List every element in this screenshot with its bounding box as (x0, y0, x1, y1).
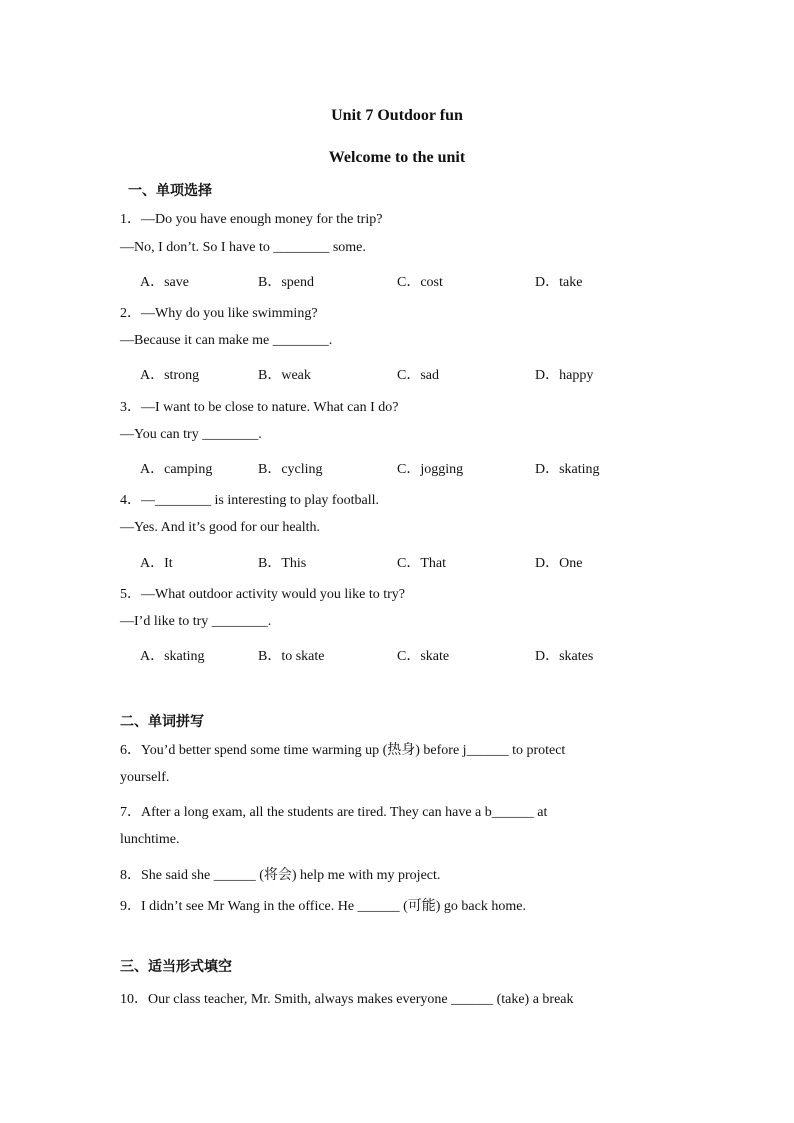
question-6: 6．You’d better spend some time warming up (热身) before j______ to protect (120, 743, 566, 758)
question-10: 10．Our class teacher, Mr. Smith, always makes everyone ______ (take) a break (120, 992, 574, 1007)
option-a: A．camping (140, 462, 213, 477)
option-d: D．One (535, 556, 583, 571)
section-heading-spelling: 二、单词拼写 (120, 714, 204, 730)
question-6-cont: yourself. (120, 770, 170, 785)
question-5-options (140, 645, 660, 665)
question-1-response: —No, I don’t. So I have to ________ some. (120, 240, 366, 255)
option-a: A．skating (140, 649, 205, 664)
option-d: D．skating (535, 462, 600, 477)
page-subtitle: Welcome to the unit (328, 149, 466, 166)
option-b: B．spend (258, 275, 314, 290)
option-a: A．save (140, 275, 189, 290)
question-3: 3．—I want to be close to nature. What can I do? (120, 400, 399, 415)
question-8: 8．She said she ______ (将会) help me with my project. (120, 868, 441, 883)
option-b: B．to skate (258, 649, 325, 664)
option-a: A．strong (140, 368, 200, 383)
section-heading-multiple-choice: 一、单项选择 (128, 183, 212, 199)
option-d: D．skates (535, 649, 594, 664)
question-3-response: —You can try ________. (120, 427, 262, 442)
option-a: A．It (140, 556, 173, 571)
question-7: 7．After a long exam, all the students are tired. They can have a b______ at (120, 805, 548, 820)
question-2-response: —Because it can make me ________. (120, 333, 333, 348)
option-b: B．cycling (258, 462, 323, 477)
question-7-cont: lunchtime. (120, 832, 180, 847)
option-c: C．jogging (397, 462, 464, 477)
option-c: C．That (397, 556, 446, 571)
option-c: C．sad (397, 368, 439, 383)
question-2: 2．—Why do you like swimming? (120, 306, 318, 321)
option-b: B．weak (258, 368, 311, 383)
question-1-options (140, 271, 660, 291)
question-4: 4．—________ is interesting to play football. (120, 493, 379, 508)
option-d: D．take (535, 275, 583, 290)
option-b: B．This (258, 556, 307, 571)
question-4-response: —Yes. And it’s good for our health. (120, 520, 321, 535)
section-heading-fill-blank: 三、适当形式填空 (120, 959, 232, 975)
option-c: C．cost (397, 275, 443, 290)
question-5-response: —I’d like to try ________. (120, 614, 272, 629)
question-2-options (140, 364, 660, 384)
question-4-options (140, 552, 660, 572)
option-c: C．skate (397, 649, 450, 664)
question-5: 5．—What outdoor activity would you like to try? (120, 587, 406, 602)
question-9: 9．I didn’t see Mr Wang in the office. He ______ (可能) go back home. (120, 899, 526, 914)
option-d: D．happy (535, 368, 594, 383)
page-title: Unit 7 Outdoor fun (331, 107, 463, 124)
question-3-options (140, 458, 660, 478)
question-1: 1．—Do you have enough money for the trip? (120, 212, 383, 227)
